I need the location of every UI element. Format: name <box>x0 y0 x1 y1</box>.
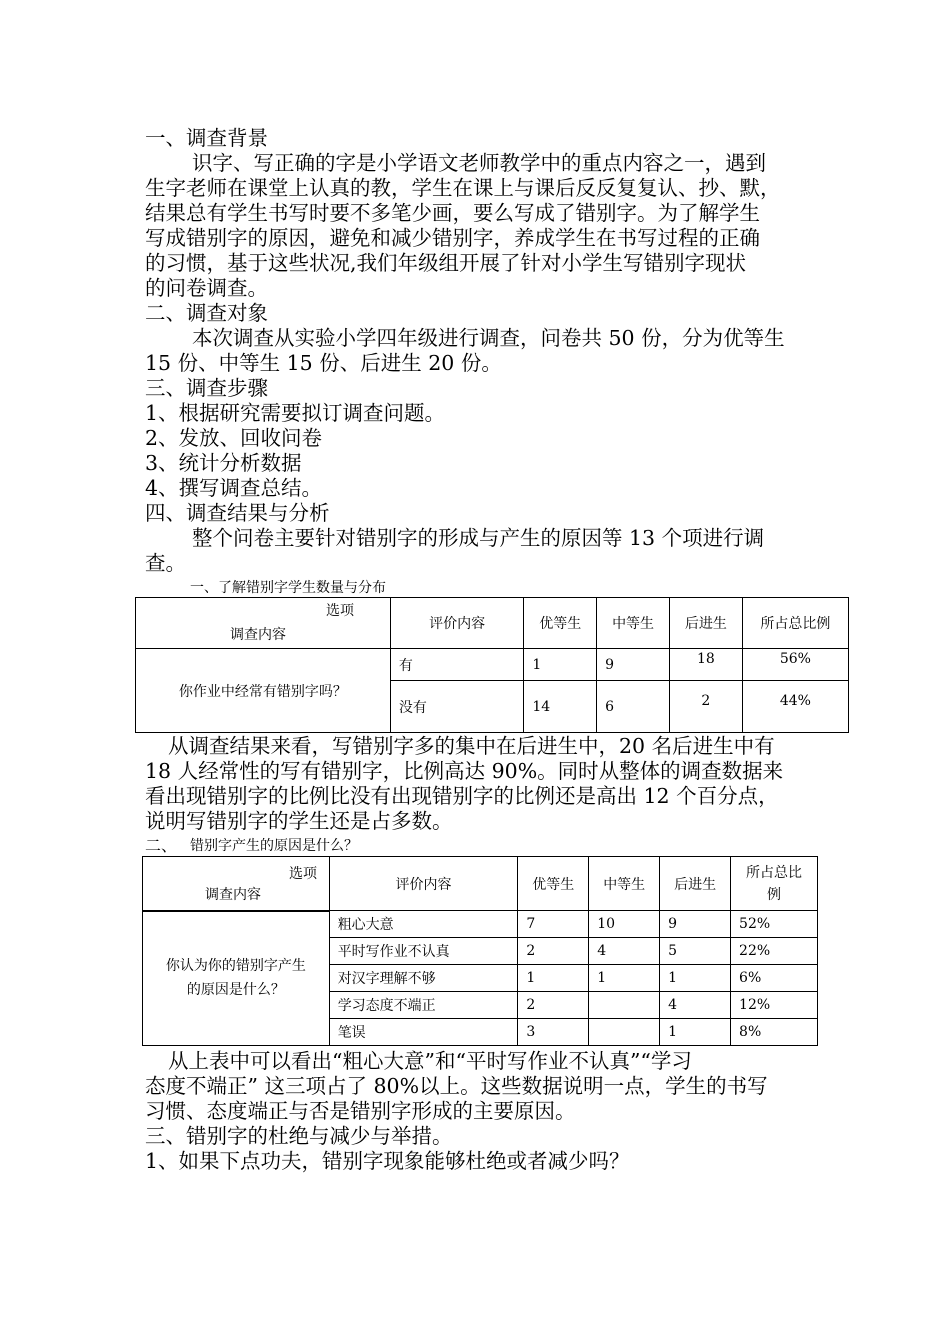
table-cell: 1 <box>589 965 660 992</box>
table-cell: 18 <box>669 649 742 681</box>
table-header-corner <box>136 598 391 649</box>
question-line: 1、如果下点功夫，错别字现象能够杜绝或者减少吗？ <box>145 1149 630 1173</box>
header-eval: 评价内容 <box>390 598 523 649</box>
table-cell: 没有 <box>390 681 523 733</box>
table-question-line: 你认为你的错别字产生 <box>165 958 306 975</box>
header-option: 选项 <box>326 603 354 619</box>
table-cell: 3 <box>518 1019 589 1046</box>
table-cell: 22% <box>731 938 818 965</box>
table-question-line: 的原因是什么？ <box>186 982 285 999</box>
table-cell: 44% <box>742 681 848 733</box>
table-cell: 8% <box>731 1019 818 1046</box>
header-top-students: 优等生 <box>518 857 589 911</box>
table-question <box>143 911 330 1046</box>
section-heading-subjects: 二、调查对象 <box>145 301 268 325</box>
header-percentage-line: 所占总比 <box>746 864 803 881</box>
section-heading-measures: 三、错别字的杜绝与减少与举措。 <box>145 1124 453 1148</box>
header-percentage-line: 例 <box>767 886 782 903</box>
step-item: 2、发放、回收问卷 <box>145 426 323 450</box>
paragraph-line: 查。 <box>145 551 186 575</box>
paragraph-line: 从上表中可以看出“粗心大意”和“平时写作业不认真”“学习 <box>168 1049 692 1073</box>
table-error-distribution <box>135 597 849 733</box>
table-cell: 9 <box>660 911 731 938</box>
table-cell: 56% <box>742 649 848 681</box>
table-cell: 6% <box>731 965 818 992</box>
paragraph-line: 说明写错别字的学生还是占多数。 <box>145 809 453 833</box>
paragraph-line: 结果总有学生书写时要不多笔少画，要么写成了错别字。为了解学生 <box>145 201 760 225</box>
header-content: 调查内容 <box>230 627 286 643</box>
section-heading-background: 一、调查背景 <box>145 126 268 150</box>
table-cell: 52% <box>731 911 818 938</box>
table-cell: 6 <box>597 681 670 733</box>
header-low-students: 后进生 <box>669 598 742 649</box>
table-caption-number: 二、 <box>145 836 178 855</box>
table-error-causes <box>142 856 818 1046</box>
paragraph-line: 15 份、中等生 15 份、后进生 20 份。 <box>145 351 502 375</box>
table-cell: 4 <box>589 938 660 965</box>
table-cell: 对汉字理解不够 <box>329 965 518 992</box>
table-cell: 2 <box>669 681 742 733</box>
table-cell: 2 <box>518 992 589 1019</box>
table-cell: 1 <box>660 965 731 992</box>
table-cell: 10 <box>589 911 660 938</box>
paragraph-line: 识字、写正确的字是小学语文老师教学中的重点内容之一，遇到 <box>192 151 766 175</box>
table-cell: 1 <box>660 1019 731 1046</box>
table-caption: 一、了解错别字学生数量与分布 <box>190 580 386 596</box>
paragraph-line: 写成错别字的原因，避免和减少错别字，养成学生在书写过程的正确 <box>145 226 760 250</box>
paragraph-line: 生字老师在课堂上认真的教，学生在课上与课后反反复复认、抄、默， <box>145 176 781 200</box>
header-percentage <box>731 857 818 911</box>
header-top-students: 优等生 <box>524 598 597 649</box>
paragraph-line: 态度不端正” 这三项占了 80%以上。这些数据说明一点，学生的书写 <box>145 1074 768 1098</box>
paragraph-line: 从调查结果来看，写错别字多的集中在后进生中，20 名后进生中有 <box>168 734 775 758</box>
paragraph-line: 的习惯，基于这些状况,我们年级组开展了针对小学生写错别字现状 <box>145 251 747 275</box>
table-header-corner <box>143 857 330 911</box>
table-cell <box>589 1019 660 1046</box>
paragraph-line: 的问卷调查。 <box>145 276 268 300</box>
table-cell: 粗心大意 <box>329 911 518 938</box>
header-content: 调查内容 <box>205 886 261 903</box>
table-cell: 7 <box>518 911 589 938</box>
header-eval: 评价内容 <box>329 857 518 911</box>
table-cell: 5 <box>660 938 731 965</box>
header-mid-students: 中等生 <box>597 598 670 649</box>
header-low-students: 后进生 <box>660 857 731 911</box>
table-cell: 14 <box>524 681 597 733</box>
paragraph-line: 整个问卷主要针对错别字的形成与产生的原因等 13 个项进行调 <box>192 526 765 550</box>
paragraph-line: 18 人经常性的写有错别字，比例高达 90%。同时从整体的调查数据来 <box>145 759 784 783</box>
table-cell: 2 <box>518 938 589 965</box>
step-item: 1、根据研究需要拟订调查问题。 <box>145 401 446 425</box>
table-cell: 4 <box>660 992 731 1019</box>
table-cell: 笔误 <box>329 1019 518 1046</box>
table-cell: 12% <box>731 992 818 1019</box>
step-item: 4、撰写调查总结。 <box>145 476 323 500</box>
table-cell: 1 <box>518 965 589 992</box>
table-question: 你作业中经常有错别字吗？ <box>136 649 391 733</box>
paragraph-line: 本次调查从实验小学四年级进行调查，问卷共 50 份，分为优等生 <box>192 326 785 350</box>
table-caption: 错别字产生的原因是什么？ <box>190 838 358 854</box>
paragraph-line: 看出现错别字的比例比没有出现错别字的比例还是高出 12 个百分点， <box>145 784 779 808</box>
table-cell: 1 <box>524 649 597 681</box>
step-item: 3、统计分析数据 <box>145 451 302 475</box>
header-mid-students: 中等生 <box>589 857 660 911</box>
table-cell: 有 <box>390 649 523 681</box>
table-cell: 学习态度不端正 <box>329 992 518 1019</box>
table-cell <box>589 992 660 1019</box>
table-cell: 平时写作业不认真 <box>329 938 518 965</box>
section-heading-results: 四、调查结果与分析 <box>145 501 330 525</box>
table-cell: 9 <box>597 649 670 681</box>
section-heading-steps: 三、调查步骤 <box>145 376 268 400</box>
paragraph-line: 习惯、态度端正与否是错别字形成的主要原因。 <box>145 1099 576 1123</box>
header-percentage: 所占总比例 <box>742 598 848 649</box>
header-option: 选项 <box>289 866 317 882</box>
